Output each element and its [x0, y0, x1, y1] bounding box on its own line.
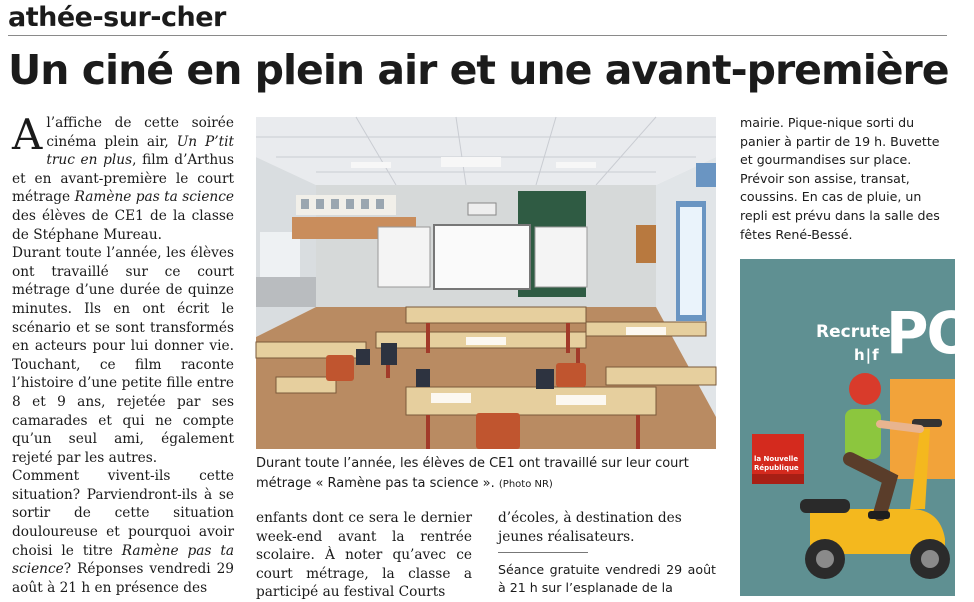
intro-text-b: , film d’Arthus et en avant-première le court métrage — [12, 152, 235, 206]
ad-big-text: PO — [886, 299, 974, 367]
paragraph-practical: mairie. Pique-nique sorti du panier à partir de 19 h. Buvette et gourmandises sur place. Prévoir son assise, transat, coussins. En cas de pluie, un repli est prévu dans la salle des fêtes René-Bessé. — [740, 115, 940, 242]
short-film-title-2: Ramène pas ta science — [12, 542, 234, 578]
info-separator — [498, 552, 588, 553]
ad-hf-label: h|f — [854, 346, 880, 364]
paragraph-festival-end: d’écoles, à destination des jeunes réalisateurs. — [498, 510, 682, 545]
paragraph-festival: enfants dont ce sera le dernier week-end avant la rentrée scolaire. À noter qu’avec ce court métrage, la classe a participé au festival Courts — [256, 510, 472, 601]
photo-caption — [256, 454, 696, 494]
article-column-1 — [12, 110, 235, 597]
drop-cap: A — [12, 110, 43, 159]
paragraph-story: Durant toute l’année, les élèves ont travaillé sur ce court métrage d’une durée de quinze minutes. Ils en ont écrit le scénario et se sont transformés en acteurs pour lui donner vie. Touchant, ce film raconte l’histoire d’une petite fille entre 8 et 9 ans, rejetée par ses camarades et qui ne compte qu’un seul ami, également rejeté par les autres. — [12, 245, 234, 466]
section-title: athée-sur-cher — [8, 2, 226, 33]
short-film-title: Ramène pas ta science — [74, 189, 235, 206]
ad-logo-line2: République — [754, 464, 799, 472]
paragraph-intro — [12, 110, 235, 244]
film-title: Un P’tit truc en plus — [46, 133, 234, 169]
intro-text-c: des élèves de CE1 de la classe de Stéphane Mureau. — [12, 207, 234, 243]
headline: Un ciné en plein air et une avant-première — [8, 46, 949, 94]
classroom-photo — [256, 117, 716, 449]
paragraph-question — [12, 467, 234, 597]
section-rule — [8, 35, 947, 36]
ad-recrute-label: Recrute — [816, 322, 891, 342]
recruitment-ad[interactable] — [740, 259, 974, 596]
article-column-2 — [256, 509, 472, 602]
photo-credit: (Photo NR) — [498, 478, 553, 490]
article-column-4 — [740, 114, 950, 244]
question-text-a: Comment vivent-ils cette situation? Parviendront-ils à se sortir de cette situation douloureuse et pourquoi avoir choisi le titre — [12, 468, 234, 559]
ad-logo-line1: la Nouvelle — [754, 455, 799, 463]
article-column-3 — [498, 509, 716, 597]
question-text-b: ? Réponses vendredi 29 août à 21 h en présence des — [12, 561, 234, 596]
caption-text: Durant toute l’année, les élèves de CE1 ont travaillé sur leur court métrage « Ramène pas ta science ». — [256, 456, 689, 491]
intro-text-a: l’affiche de cette soirée cinéma plein air, — [46, 115, 234, 150]
practical-info: Séance gratuite vendredi 29 août à 21 h sur l’esplanade de la — [498, 562, 716, 596]
